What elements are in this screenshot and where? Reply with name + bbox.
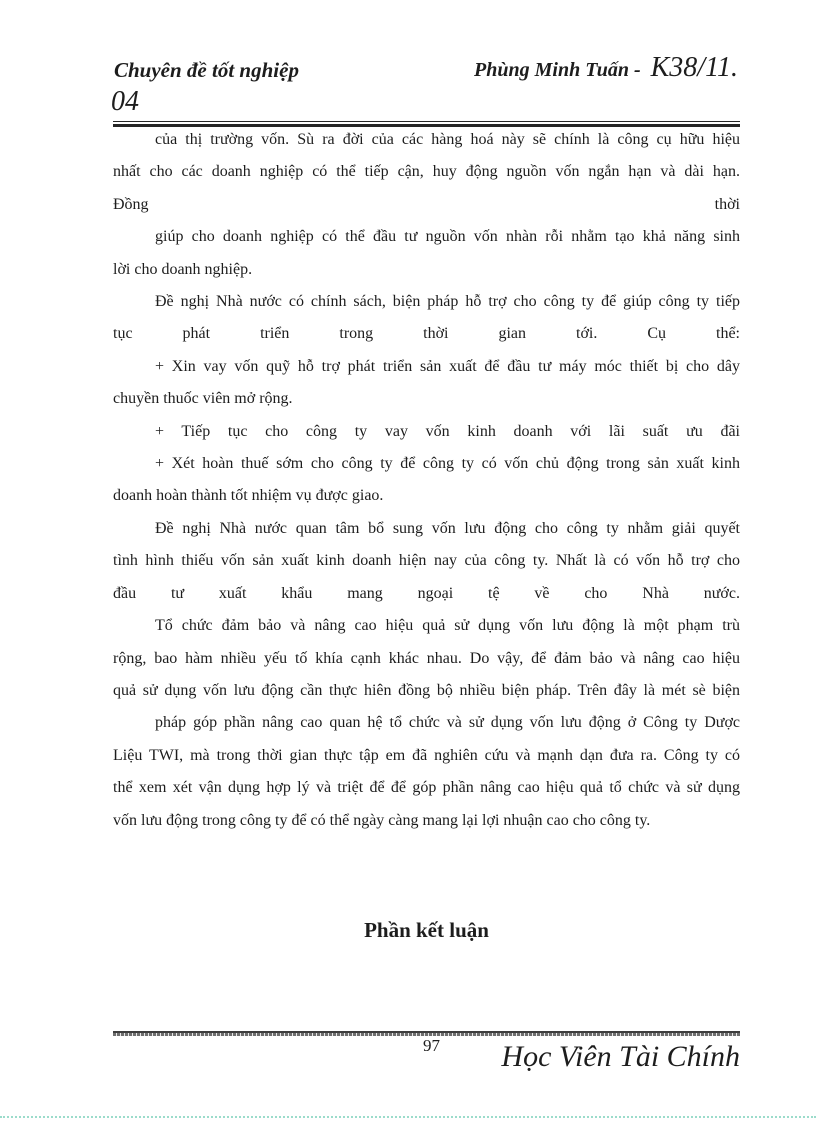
header-class-code: K38/11. <box>650 52 738 83</box>
conclusion-heading: Phần kết luận <box>364 918 489 942</box>
footer-page-number: 97 <box>423 1036 440 1055</box>
header-title: Chuyên đề tốt nghiệp <box>114 58 299 82</box>
text-line: Liệu TWI, mà trong thời gian thực tập em đã nghiên cứu và mạnh dạn đưa ra. Công ty có <box>113 746 740 764</box>
text-line: đầu tư xuất khẩu mang ngoại tệ về cho Nhà nước. <box>113 584 740 602</box>
text-line: + Xét hoàn thuế sớm cho công ty để công ty có vốn chủ động trong sản xuất kinh <box>155 455 740 473</box>
header-page-label: 04 <box>111 86 139 117</box>
text-line: pháp góp phần nâng cao quan hệ tổ chức và sử dụng vốn lưu động ở Công ty Dược <box>155 714 740 732</box>
text-line: vốn lưu động trong công ty để có thể ngày càng mang lại lợi nhuận cao cho công ty. <box>113 811 651 829</box>
text-line: nhất cho các doanh nghiệp có thể tiếp cận, huy động nguồn vốn ngắn hạn và dài hạn. <box>113 163 740 181</box>
text-line: Đồng thời <box>113 195 740 213</box>
text-line: thể xem xét vận dụng hợp lý và triệt để để góp phần nâng cao hiệu quả tổ chức và sử dụng <box>113 779 740 797</box>
text-line: tình hình thiếu vốn sản xuất kinh doanh hiện nay của công ty. Nhất là có vốn hỗ trợ cho <box>113 552 740 570</box>
text-line: quả sử dụng vốn lưu động cần thực hiên đồng bộ nhiều biện pháp. Trên đây là mét sè biện <box>113 681 740 699</box>
text-line: tục phát triển trong thời gian tới. Cụ thể: <box>113 325 740 343</box>
text-line: + Xin vay vốn quỹ hỗ trợ phát triển sản xuất để đầu tư máy móc thiết bị cho dây <box>155 357 740 375</box>
text-line: lời cho doanh nghiệp. <box>113 260 253 278</box>
text-line: + Tiếp tục cho công ty vay vốn kinh doanh với lãi suất ưu đãi <box>155 422 740 440</box>
footer-institution: Học Viên Tài Chính <box>501 1040 740 1073</box>
text-line: rộng, bao hàm nhiều yếu tố khía cạnh khác nhau. Do vậy, để đảm bảo và nâng cao hiệu <box>113 649 740 667</box>
text-line: giúp cho doanh nghiệp có thể đầu tư nguồn vốn nhàn rỗi nhằm tạo khả năng sinh <box>155 228 740 246</box>
text-line: Đề nghị Nhà nước có chính sách, biện pháp hỗ trợ cho công ty để giúp công ty tiếp <box>155 293 740 311</box>
text-line: của thị trường vốn. Sù ra đời của các hàng hoá này sẽ chính là công cụ hữu hiệu <box>155 131 740 148</box>
page-boundary-dots <box>0 1116 816 1118</box>
text-line: Tổ chức đảm bảo và nâng cao hiệu quả sử dụng vốn lưu động là một phạm trù <box>155 617 740 635</box>
header-author-name: Phùng Minh Tuấn - <box>474 59 641 81</box>
text-line: doanh hoàn thành tốt nhiệm vụ được giao. <box>113 487 384 505</box>
header-author-block <box>474 52 738 84</box>
body-text <box>113 124 740 837</box>
text-line: Đề nghị Nhà nước quan tâm bổ sung vốn lưu động cho công ty nhằm giải quyết <box>155 519 740 537</box>
text-line: chuyền thuốc viên mở rộng. <box>113 390 293 408</box>
